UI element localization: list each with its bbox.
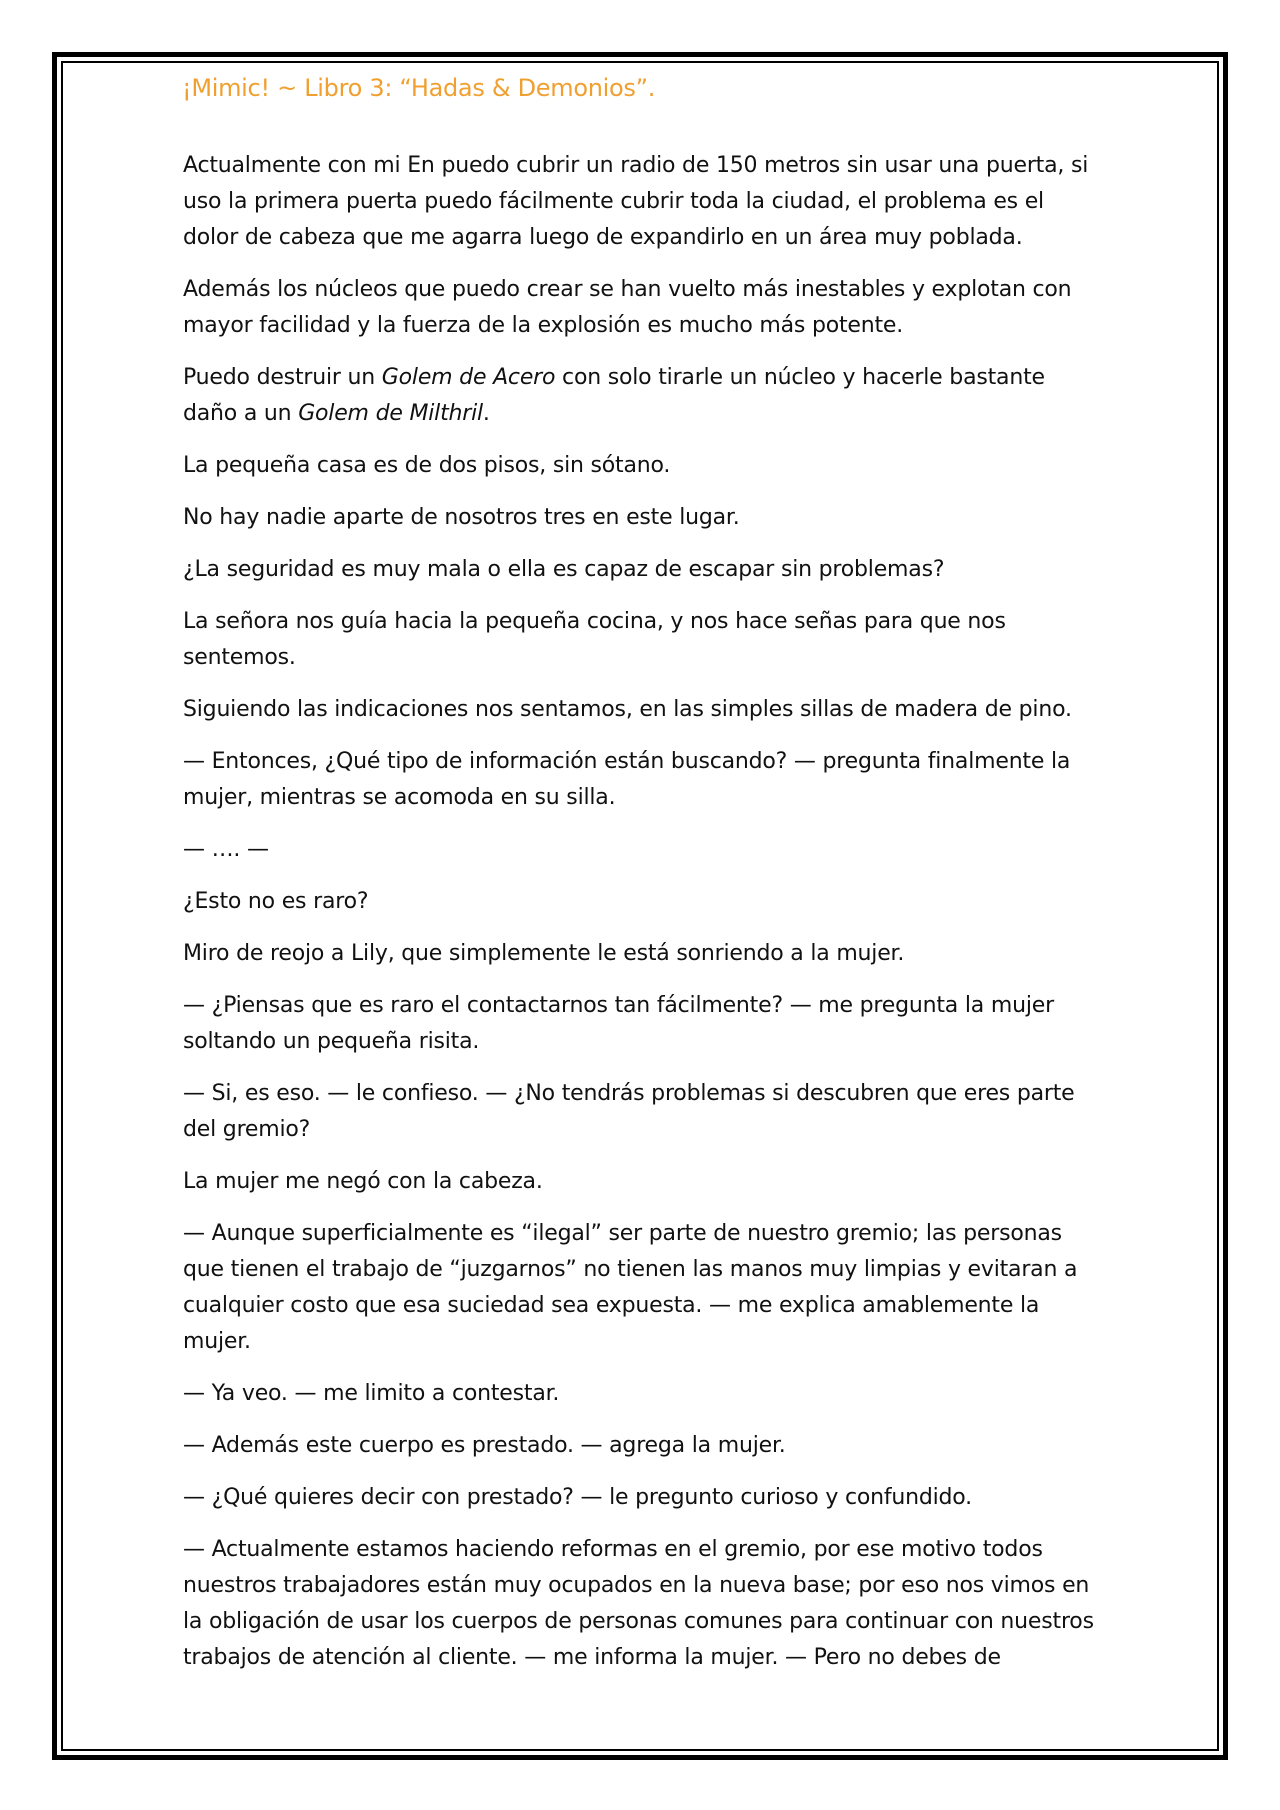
text-segment: Actualmente con mi En puedo cubrir un radio de 150 metros sin usar una puerta, si uso la primera puerta puedo fácilmente cubrir toda la ciudad, el problema es el dolor de cabeza que me agarra luego de expandirlo en un área muy poblada. [183, 153, 1089, 250]
paragraph [183, 692, 1095, 728]
paragraph [183, 936, 1095, 972]
text-segment: con solo tirarle un núcleo y hacerle bastante daño a un [183, 365, 1045, 426]
text-segment: — Actualmente estamos haciendo reformas en el gremio, por ese motivo todos nuestros trabajadores están muy ocupados en la nueva base; por eso nos vimos en la obligación de usar los cuerpos de personas comunes para continuar con nuestros trabajos de atención al cliente. — me informa la mujer. — Pero no debes de [183, 1537, 1094, 1670]
paragraph [183, 500, 1095, 536]
document-body [183, 148, 1095, 1692]
paragraph [183, 744, 1095, 816]
paragraph [183, 1480, 1095, 1516]
paragraph [183, 1164, 1095, 1200]
text-segment: La señora nos guía hacia la pequeña cocina, y nos hace señas para que nos sentemos. [183, 609, 1006, 670]
text-segment: — Entonces, ¿Qué tipo de información están buscando? — pregunta finalmente la mujer, mientras se acomoda en su silla. [183, 749, 1071, 810]
text-segment: No hay nadie aparte de nosotros tres en este lugar. [183, 505, 740, 530]
running-header: ¡Mimic! ~ Libro 3: “Hadas & Demonios”. [182, 74, 656, 102]
paragraph [183, 1216, 1095, 1360]
text-segment: — ¿Piensas que es raro el contactarnos tan fácilmente? — me pregunta la mujer soltando un pequeña risita. [183, 993, 1054, 1054]
paragraph [183, 604, 1095, 676]
text-segment: — …. — [183, 837, 269, 862]
text-segment: La mujer me negó con la cabeza. [183, 1169, 543, 1194]
text-segment: Miro de reojo a Lily, que simplemente le está sonriendo a la mujer. [183, 941, 905, 966]
paragraph [183, 272, 1095, 344]
text-segment: ¿Esto no es raro? [183, 889, 369, 914]
text-segment: ¿La seguridad es muy mala o ella es capaz de escapar sin problemas? [183, 557, 945, 582]
text-segment: Puedo destruir un [183, 365, 382, 390]
paragraph [183, 552, 1095, 588]
italic-text: Golem de Acero [381, 365, 556, 390]
paragraph [183, 148, 1095, 256]
paragraph [183, 1428, 1095, 1464]
paragraph [183, 1532, 1095, 1676]
paragraph [183, 1376, 1095, 1412]
text-segment: — Si, es eso. — le confieso. — ¿No tendrás problemas si descubren que eres parte del gremio? [183, 1081, 1075, 1142]
text-segment: . [482, 401, 490, 426]
text-segment: — Además este cuerpo es prestado. — agrega la mujer. [183, 1433, 786, 1458]
italic-text: Golem de Milthril [298, 401, 483, 426]
text-segment: La pequeña casa es de dos pisos, sin sótano. [183, 453, 671, 478]
text-segment: — ¿Qué quieres decir con prestado? — le pregunto curioso y confundido. [183, 1485, 972, 1510]
text-segment: — Aunque superficialmente es “ilegal” ser parte de nuestro gremio; las personas que tienen el trabajo de “juzgarnos” no tienen las manos muy limpias y evitaran a cualquier costo que esa suciedad sea expuesta. — me explica amablemente la mujer. [183, 1221, 1078, 1354]
paragraph [183, 448, 1095, 484]
text-segment: Además los núcleos que puedo crear se han vuelto más inestables y explotan con mayor facilidad y la fuerza de la explosión es mucho más potente. [183, 277, 1072, 338]
text-segment: — Ya veo. — me limito a contestar. [183, 1381, 560, 1406]
paragraph [183, 988, 1095, 1060]
paragraph [183, 1076, 1095, 1148]
text-segment: Siguiendo las indicaciones nos sentamos, en las simples sillas de madera de pino. [183, 697, 1072, 722]
paragraph [183, 832, 1095, 868]
paragraph [183, 884, 1095, 920]
paragraph [183, 360, 1095, 432]
